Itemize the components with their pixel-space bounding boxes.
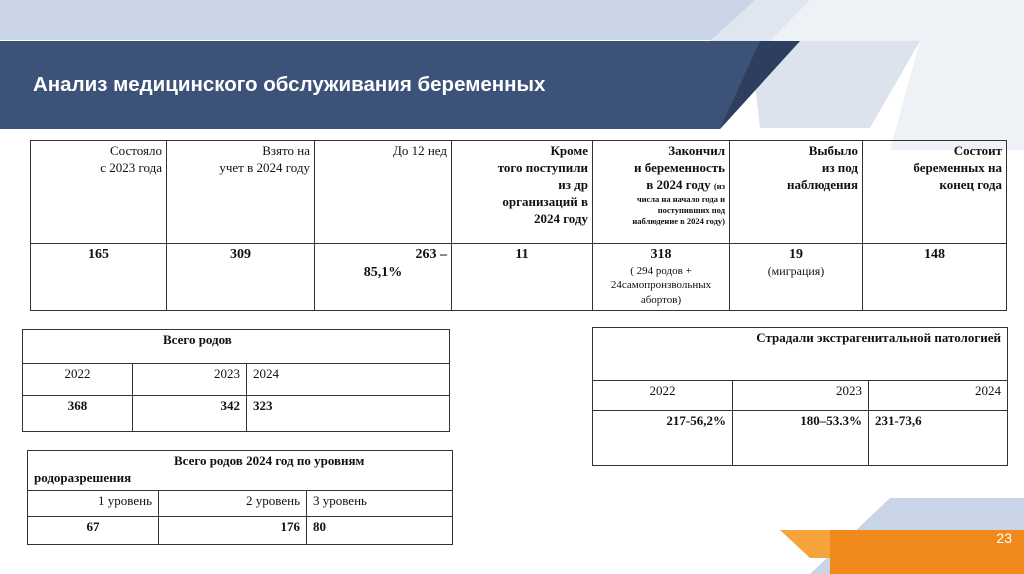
value-completed-pregnancy: 318 ( 294 родов + 24самопронзвольных абортов) (593, 244, 730, 311)
pathology-title: Страдали экстрагенитальной патологией (593, 328, 1008, 381)
pregnancy-summary-table (30, 140, 1007, 311)
value-dropped-out: 19 (миграция) (730, 244, 863, 311)
value-cell: 67 (28, 517, 159, 545)
table-title-row (28, 451, 453, 491)
delivery-levels-table (27, 450, 453, 545)
table-row (28, 491, 453, 517)
year-cell: 2022 (23, 364, 133, 396)
value-cell: 217-56,2% (593, 411, 733, 466)
table-row (593, 411, 1008, 466)
year-cell: 2022 (593, 381, 733, 411)
value-registered-2024: 309 (167, 244, 315, 311)
table-header-row (31, 141, 1007, 244)
value-cell: 368 (23, 396, 133, 432)
header-registered-from-2023: Состояло с 2023 года (31, 141, 167, 244)
footer-decoration (770, 498, 1024, 574)
header-remaining-end-of-year: Состоит беременных на конец года (863, 141, 1007, 244)
header-top-strip (0, 0, 760, 40)
level-cell: 3 уровень (307, 491, 453, 517)
value-cell: 180–53.3% (733, 411, 869, 466)
table-row (23, 364, 450, 396)
value-transferred-in: 11 (452, 244, 593, 311)
header-dropped-out: Выбыло из под наблюдения (730, 141, 863, 244)
header-registered-2024: Взято на учет в 2024 году (167, 141, 315, 244)
level-cell: 1 уровень (28, 491, 159, 517)
level-cell: 2 уровень (159, 491, 307, 517)
table-title-row (593, 328, 1008, 381)
value-remaining-end-of-year: 148 (863, 244, 1007, 311)
value-cell: 323 (247, 396, 450, 432)
header-transferred-in: Кроме того поступили из др организаций в 2024 году (452, 141, 593, 244)
births-table (22, 329, 450, 432)
extragenital-pathology-table (592, 327, 1008, 466)
value-cell: 80 (307, 517, 453, 545)
value-cell: 176 (159, 517, 307, 545)
table-title-row (23, 330, 450, 364)
year-cell: 2024 (247, 364, 450, 396)
table-row (593, 381, 1008, 411)
slide-number: 23 (996, 530, 1012, 546)
page-title: Анализ медицинского обслуживания беременных (33, 73, 546, 96)
header-before-12-weeks: До 12 нед (315, 141, 452, 244)
value-cell: 231-73,6 (869, 411, 1008, 466)
table-row (28, 517, 453, 545)
value-cell: 342 (133, 396, 247, 432)
levels-title: Всего родов 2024 год по уровням родоразрешения (28, 451, 453, 491)
year-cell: 2023 (733, 381, 869, 411)
value-before-12-weeks: 263 – 85,1% (315, 244, 452, 311)
value-registered-from-2023: 165 (31, 244, 167, 311)
table-values-row (31, 244, 1007, 311)
births-title: Всего родов (23, 330, 450, 364)
year-cell: 2024 (869, 381, 1008, 411)
header-completed-pregnancy: Закончил и беременность в 2024 году (из числа на начало года и поступивших под наблюдение в 2024 году) (593, 141, 730, 244)
table-row (23, 396, 450, 432)
year-cell: 2023 (133, 364, 247, 396)
